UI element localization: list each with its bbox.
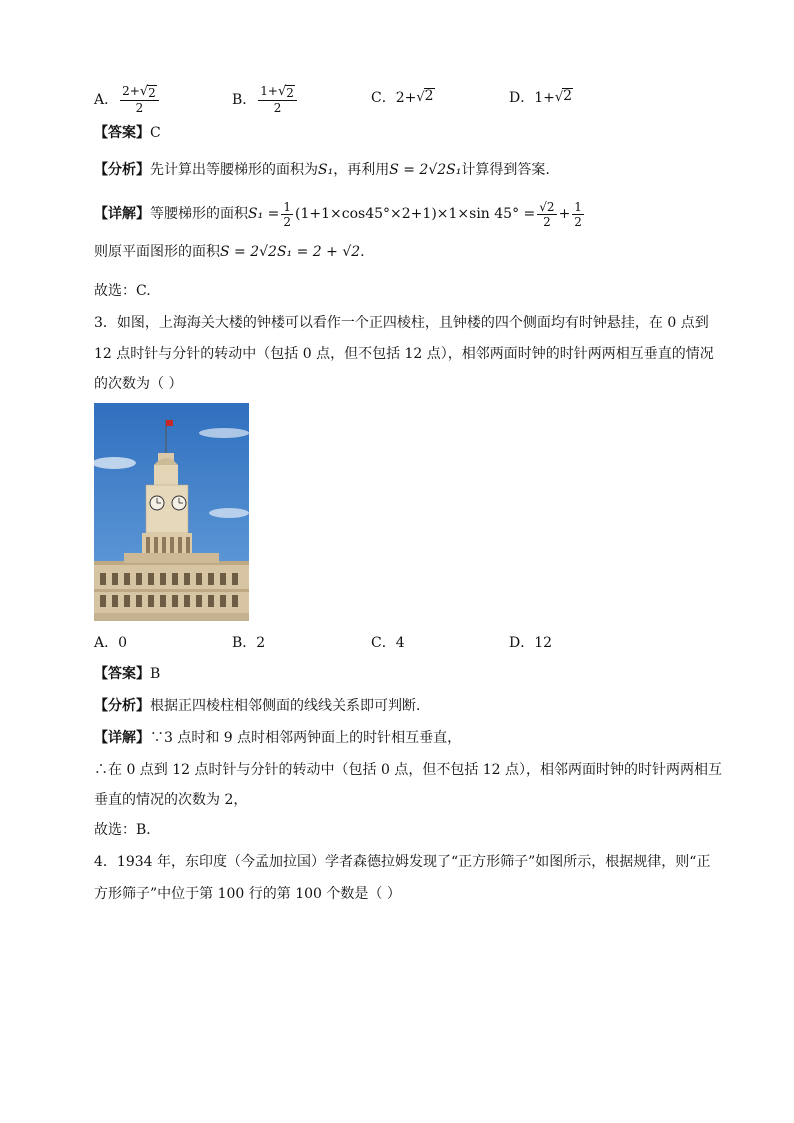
- detail-r1-den: 2: [543, 214, 551, 229]
- analysis-tag: 【分析】: [94, 162, 150, 178]
- option-b: [232, 84, 299, 115]
- clock-tower-illustration: [94, 403, 249, 621]
- q3-option-d: D．12: [509, 635, 553, 651]
- option-a-fraction: 2+ √ 2 2: [120, 84, 159, 115]
- q3-detail-3: 垂直的情况的次数为 2，: [94, 792, 248, 808]
- answer-tag: 【答案】: [94, 666, 150, 682]
- q3-detail-2: ∴在 0 点到 12 点时针与分针的转动中（包括 0 点，但不包括 12 点），相邻两面时钟的时针两两相互: [94, 762, 723, 778]
- option-b-rad: 2: [286, 86, 294, 100]
- q3-line-1: 3．如图，上海海关大楼的钟楼可以看作一个正四棱柱，且钟楼的四个侧面均有时钟悬挂，在 0 点到: [94, 315, 709, 331]
- option-a-den: 2: [135, 101, 144, 115]
- customs-house-clock-tower-photo: [94, 403, 249, 621]
- option-b-fraction: 1+ √ 2 2: [258, 84, 297, 115]
- result-text-pre: 则原平面图形的面积: [94, 244, 220, 260]
- analysis-text-pre: 先计算出等腰梯形的面积为: [150, 162, 318, 178]
- analysis-tag: 【分析】: [94, 698, 150, 714]
- option-d-label: D．: [509, 90, 535, 106]
- detail-r2: [572, 200, 584, 229]
- answer-value: B: [150, 666, 161, 682]
- detail-r2-den: 2: [574, 214, 582, 229]
- detail-r1: [537, 200, 556, 229]
- q3-option-a: A．0: [94, 635, 128, 651]
- analysis-text-mid: ，再利用: [333, 162, 390, 178]
- option-d: D． 1+ √ 2: [509, 88, 573, 106]
- detail-expression: (1+1×cos45°×2+1)×1×sin 45° =: [295, 206, 536, 222]
- detail-half-den: 2: [283, 214, 292, 229]
- detail-s1: S₁ =: [248, 206, 280, 222]
- detail-half-num: 1: [283, 199, 292, 214]
- q4-line-2: 方形筛子”中位于第 100 行的第 100 个数是（ ）: [94, 886, 401, 902]
- analysis-s1: S₁: [318, 162, 334, 178]
- option-b-label: B．: [232, 91, 257, 108]
- analysis-text-post: 计算得到答案.: [461, 162, 550, 178]
- analysis-text: 根据正四棱柱相邻侧面的线线关系即可判断．: [150, 698, 430, 714]
- detail-half: [281, 200, 293, 229]
- option-c-text: 2+: [395, 90, 417, 106]
- result-formula: S = 2√2S₁ = 2 + √2: [220, 244, 361, 260]
- q3-option-b: B．2: [232, 635, 266, 651]
- detail-text-pre: 等腰梯形的面积: [150, 206, 248, 222]
- option-a-rad: 2: [148, 86, 156, 100]
- q3-line-3: 的次数为（ ）: [94, 376, 183, 392]
- option-b-num: 1+: [260, 84, 278, 98]
- option-b-den: 2: [273, 101, 282, 115]
- detail-r1-num: √2: [539, 199, 555, 214]
- detail-r2-num: 1: [574, 199, 582, 214]
- q4-line-1: 4．1934 年，东印度（今孟加拉国）学者森德拉姆发现了“正方形筛子”如图所示，根据规律，则“正: [94, 854, 711, 870]
- detail-text-1: ∵3 点时和 9 点时相邻两钟面上的时针相互垂直，: [150, 730, 462, 746]
- detail-plus: +: [558, 206, 571, 222]
- detail-tag: 【详解】: [94, 206, 150, 222]
- option-d-rad: 2: [563, 88, 573, 104]
- q3-detail-1: [94, 728, 461, 748]
- q3-option-c: C．4: [371, 635, 405, 651]
- option-d-text: 1+: [534, 90, 555, 106]
- option-a-num: 2+: [122, 84, 140, 98]
- q2-choose: 故选：C.: [94, 283, 151, 299]
- option-a-label: A．: [94, 91, 119, 108]
- q3-analysis: [94, 696, 430, 716]
- option-c: C． 2+ √ 2: [371, 88, 434, 106]
- answer-tag: 【答案】: [94, 125, 150, 141]
- q3-answer: [94, 664, 160, 684]
- analysis-formula: S = 2√2S₁: [389, 162, 462, 178]
- q3-line-2: 12 点时针与分针的转动中（包括 0 点，但不包括 12 点），相邻两面时钟的时针两两相互垂直的情况: [94, 346, 714, 362]
- option-c-label: C．: [371, 90, 396, 106]
- q2-answer: [94, 123, 161, 143]
- q3-choose: 故选：B．: [94, 822, 161, 838]
- option-a: [94, 84, 161, 115]
- q2-analysis: [94, 160, 550, 180]
- q2-result: [94, 242, 365, 262]
- detail-tag: 【详解】: [94, 730, 150, 746]
- q2-detail: [94, 196, 586, 232]
- option-c-rad: 2: [424, 88, 434, 104]
- answer-value: C: [150, 125, 161, 141]
- result-text-post: .: [360, 244, 365, 260]
